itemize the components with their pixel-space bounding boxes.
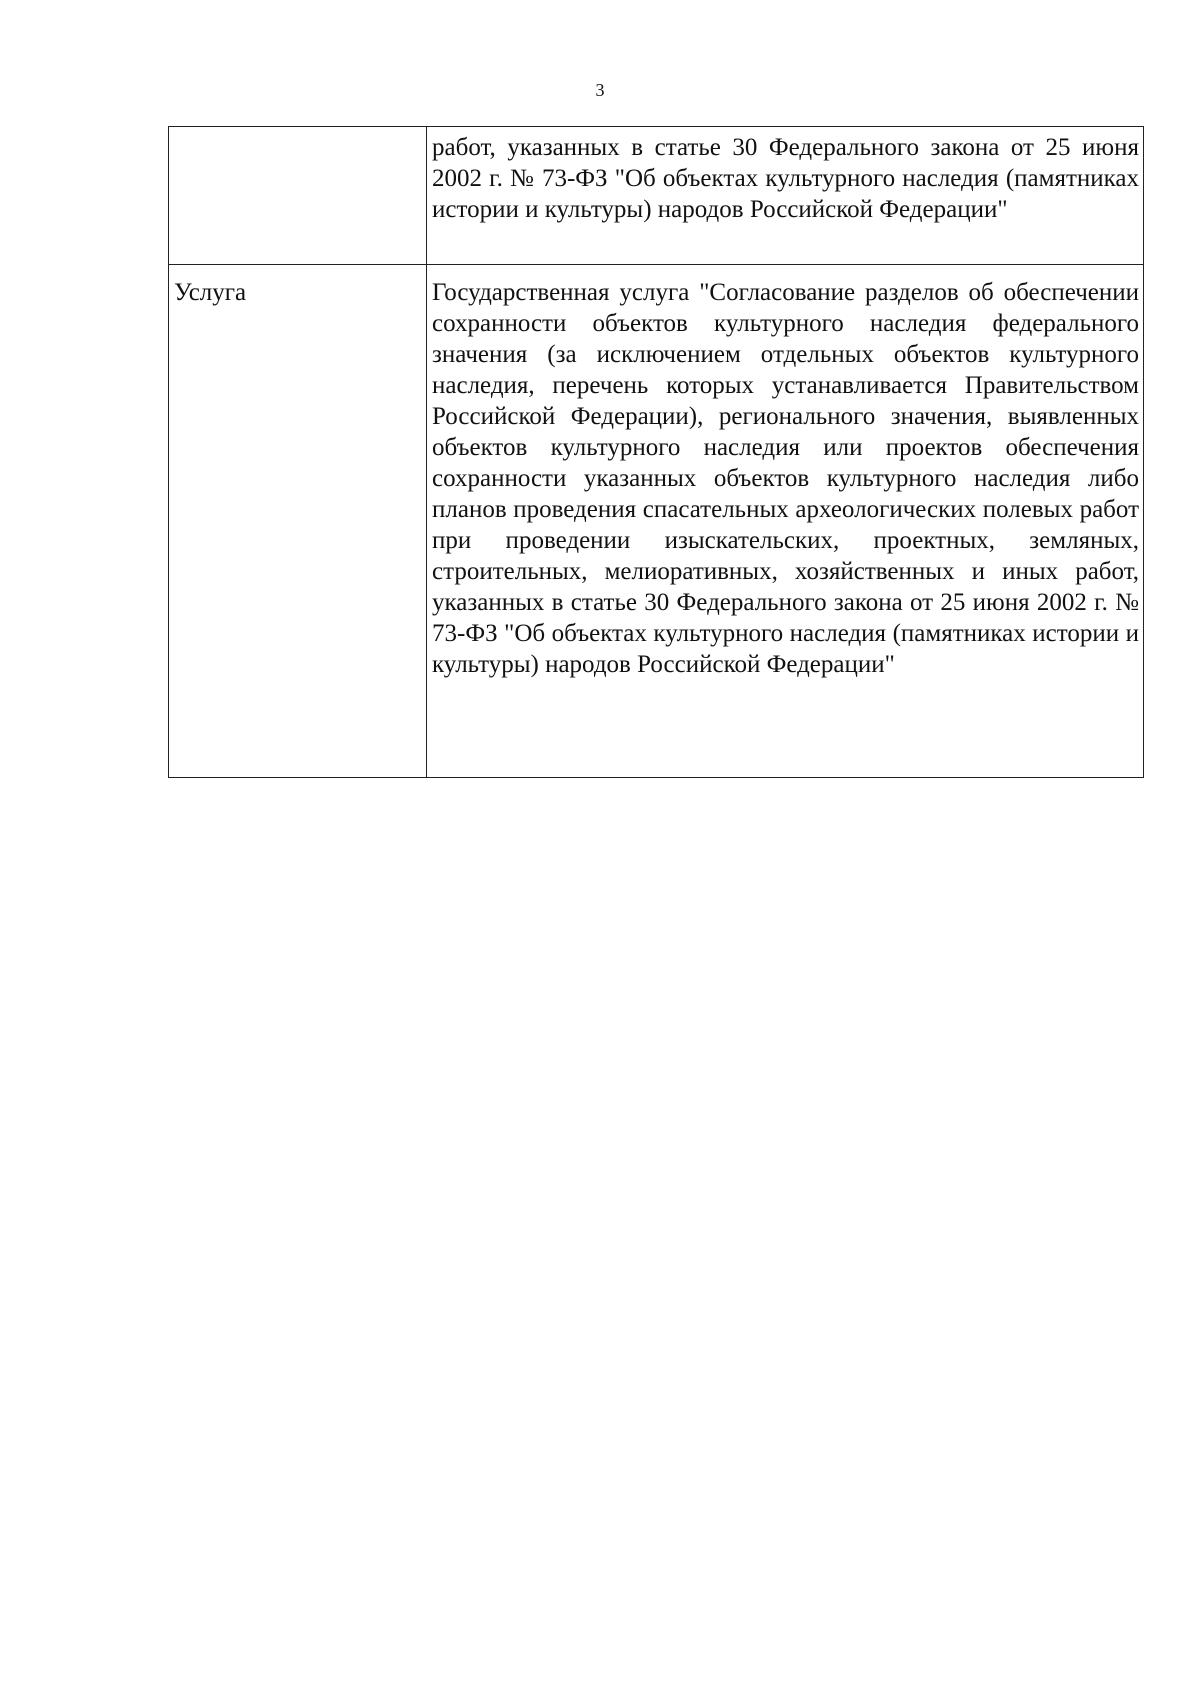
row-text-cell: Государственная услуга "Согласование разделов об обеспечении сохранности объектов культурного наследия федерального значения (за исключением отдельных объектов культурного наследия, перечень которых устанавливается Правительством Российской Федерации), регионального значения, выявленных объектов культурного наследия или проектов обеспечения сохранности указанных объектов культурного наследия либо планов проведения спасательных археологических полевых работ при проведении изыскательских, проектных, земляных, строительных, мелиоративных, хозяйственных и иных работ, указанных в статье 30 Федерального закона от 25 июня 2002 г. № 73-ФЗ "Об объектах культурного наследия (памятниках истории и культуры) народов Российской Федерации": [427, 265, 1144, 778]
document-table: [168, 126, 1144, 778]
table-row: [169, 127, 1144, 265]
row-text-cell: работ, указанных в статье 30 Федерального закона от 25 июня 2002 г. № 73-ФЗ "Об объектах культурного наследия (памятниках истории и культуры) народов Российской Федерации": [427, 127, 1144, 265]
row-label-cell: Услуга: [169, 265, 427, 778]
page-number: 3: [595, 80, 605, 100]
table-row: [169, 265, 1144, 778]
row-label-cell: [169, 127, 427, 265]
